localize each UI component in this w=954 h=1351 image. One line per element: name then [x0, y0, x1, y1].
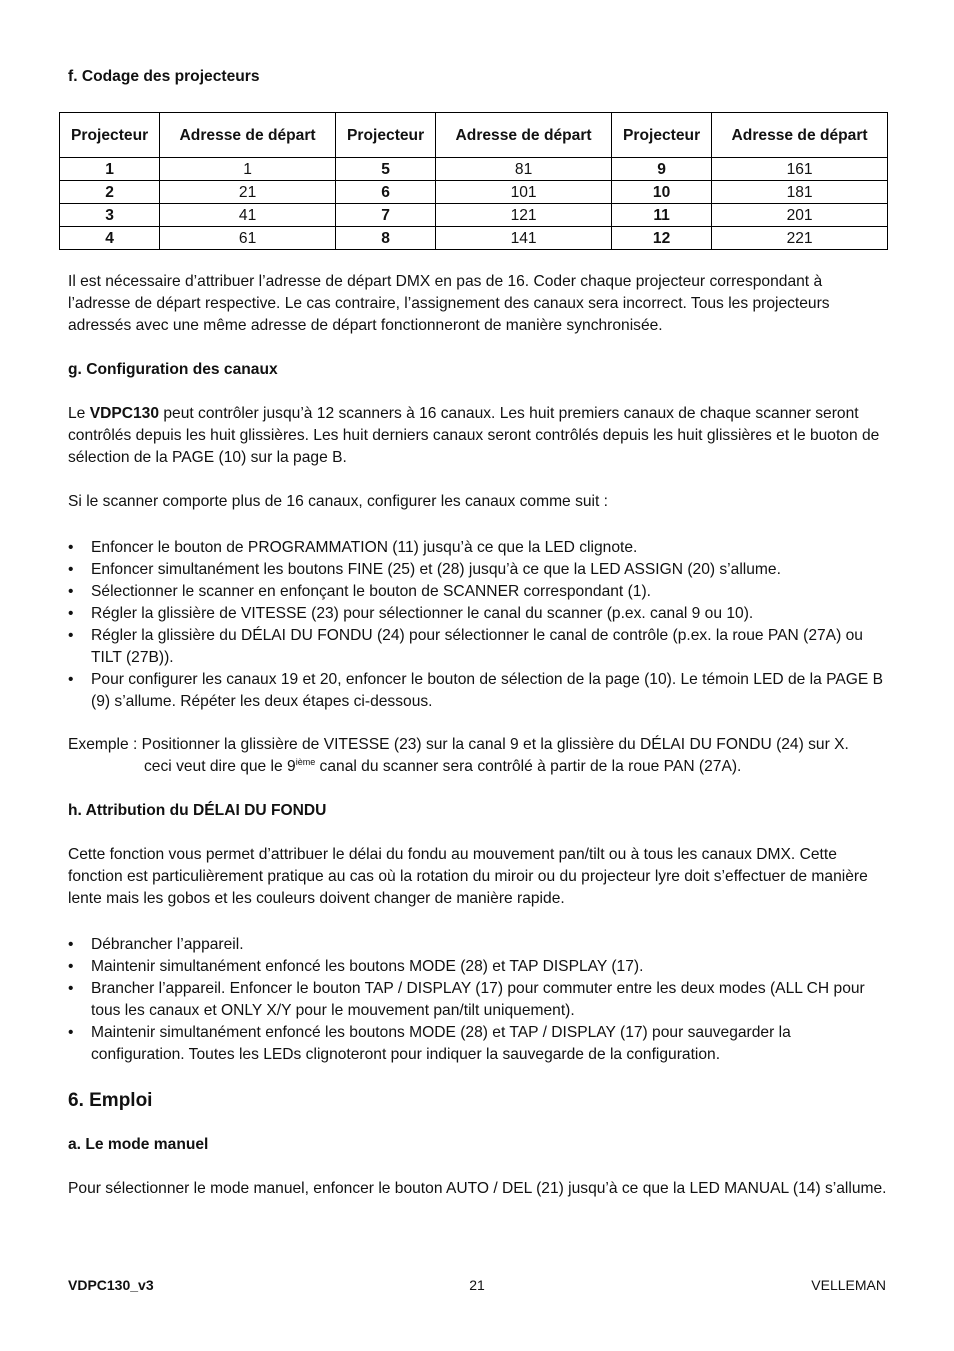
table-cell: 181	[712, 181, 888, 204]
list-item: • Régler la glissière du DÉLAI DU FONDU (24) pour sélectionner le canal de contrôle (p.ex. la roue PAN (27A) ou TILT (27B)).	[68, 625, 888, 669]
table-header-row	[60, 113, 888, 158]
table-row	[60, 204, 888, 227]
table-row	[60, 158, 888, 181]
dmx-address-paragraph: Il est nécessaire d’attribuer l’adresse de départ DMX en pas de 16. Coder chaque projecteur correspondant à l’adresse de départ respective. Le cas contraire, l’assignement des canaux sera incorrect. Tous les projecteurs adressés avec une même adresse de départ fonctionneront de manière synchronisée.	[68, 273, 830, 334]
table-cell: 5	[335, 158, 435, 181]
table-cell: 121	[436, 204, 612, 227]
table-header-cell: Projecteur	[611, 113, 711, 158]
list-item: • Maintenir simultanément enfoncé les boutons MODE (28) et TAP DISPLAY (17).	[68, 956, 888, 978]
list-item: • Maintenir simultanément enfoncé les boutons MODE (28) et TAP / DISPLAY (17) pour sauvegarder la configuration. Toutes les LEDs clignoteront pour indiquer la sauvegarde de la configuration.	[68, 1022, 888, 1066]
fade-delay-steps	[68, 934, 888, 1066]
table-cell: 7	[335, 204, 435, 227]
list-item: • Enfoncer simultanément les boutons FINE (25) et (28) jusqu’à ce que la LED ASSIGN (20) s’allume.	[68, 559, 888, 581]
table-header-cell: Projecteur	[60, 113, 160, 158]
channel-config-intro: Si le scanner comporte plus de 16 canaux, configurer les canaux comme suit :	[68, 493, 608, 510]
example-block	[68, 734, 888, 778]
table-cell: 10	[611, 181, 711, 204]
table-cell: 1	[160, 158, 336, 181]
example-line: Exemple : Positionner la glissière de VITESSE (23) sur la canal 9 et la glissière du DÉLAI DU FONDU (24) sur X.	[68, 736, 849, 753]
list-item: • Enfoncer le bouton de PROGRAMMATION (11) jusqu’à ce que la LED clignote.	[68, 537, 888, 559]
model-name: VDPC130	[89, 405, 160, 422]
list-item: • Débrancher l’appareil.	[68, 934, 888, 956]
table-cell: 2	[60, 181, 160, 204]
table-cell: 9	[611, 158, 711, 181]
text-run: canal du scanner sera contrôlé à partir de la roue PAN (27A).	[315, 758, 742, 775]
table-cell: 41	[160, 204, 336, 227]
section-h-heading: h. Attribution du DÉLAI DU FONDU	[68, 802, 327, 819]
list-item: • Pour configurer les canaux 19 et 20, enfoncer le bouton de sélection de la page (10). Le témoin LED de la PAGE B (9) s’allume. Répéter les deux étapes ci-dessous.	[68, 669, 888, 713]
channel-config-steps	[68, 537, 888, 713]
table-cell: 21	[160, 181, 336, 204]
manual-mode-paragraph: Pour sélectionner le mode manuel, enfoncer le bouton AUTO / DEL (21) jusqu’à ce que la LED MANUAL (14) s’allume.	[68, 1180, 887, 1197]
table-cell: 101	[436, 181, 612, 204]
table-cell: 141	[436, 227, 612, 250]
table-header-cell: Adresse de départ	[712, 113, 888, 158]
fade-delay-paragraph: Cette fonction vous permet d’attribuer le délai du fondu au mouvement pan/tilt ou à tous les canaux DMX. Cette fonction est particulièrement pratique au cas où la rotation du miroir ou du projecteur lyre doit s’effectuer de manière lente mais les gobos et les couleurs doivent changer de manière rapide.	[68, 846, 868, 907]
footer-model: VDPC130_v3	[68, 1277, 154, 1293]
ordinal-superscript: ième	[295, 757, 316, 767]
section-6-heading: 6. Emploi	[68, 1090, 153, 1111]
channel-config-paragraph	[68, 403, 888, 469]
table-cell: 3	[60, 204, 160, 227]
text-run: peut contrôler jusqu’à 12 scanners à 16 canaux. Les huit premiers canaux de chaque scanner seront contrôlés depuis les huit glissières. Les huit derniers canaux seront contrôlés depuis les huit glissières et le buoton de sélection de la PAGE (10) sur la page B.	[68, 405, 880, 466]
page-footer	[68, 1274, 886, 1294]
list-item: • Sélectionner le scanner en enfonçant le bouton de SCANNER correspondant (1).	[68, 581, 888, 603]
document-page	[68, 66, 888, 1200]
page-number: 21	[469, 1277, 485, 1293]
table-cell: 221	[712, 227, 888, 250]
section-f-heading: f. Codage des projecteurs	[68, 68, 260, 85]
footer-brand: VELLEMAN	[811, 1277, 886, 1293]
table-cell: 11	[611, 204, 711, 227]
list-item: • Régler la glissière de VITESSE (23) pour sélectionner le canal du scanner (p.ex. canal 9 ou 10).	[68, 603, 888, 625]
table-cell: 161	[712, 158, 888, 181]
table-cell: 61	[160, 227, 336, 250]
table-cell: 1	[60, 158, 160, 181]
table-cell: 201	[712, 204, 888, 227]
projector-address-table	[59, 112, 888, 250]
text-run: ceci veut dire que le 9	[144, 758, 296, 775]
table-cell: 81	[436, 158, 612, 181]
text-run: Le	[68, 405, 90, 422]
manual-mode-heading: a. Le mode manuel	[68, 1136, 209, 1153]
table-cell: 6	[335, 181, 435, 204]
section-g-heading: g. Configuration des canaux	[68, 361, 278, 378]
table-header-cell: Adresse de départ	[436, 113, 612, 158]
table-cell: 4	[60, 227, 160, 250]
table-row	[60, 181, 888, 204]
table-cell: 12	[611, 227, 711, 250]
table-cell: 8	[335, 227, 435, 250]
example-line	[68, 756, 888, 778]
table-header-cell: Projecteur	[335, 113, 435, 158]
table-header-cell: Adresse de départ	[160, 113, 336, 158]
list-item: • Brancher l’appareil. Enfoncer le bouton TAP / DISPLAY (17) pour commuter entre les deux modes (ALL CH pour tous les canaux et ONLY X/Y pour le mouvement pan/tilt uniquement).	[68, 978, 888, 1022]
table-row	[60, 227, 888, 250]
